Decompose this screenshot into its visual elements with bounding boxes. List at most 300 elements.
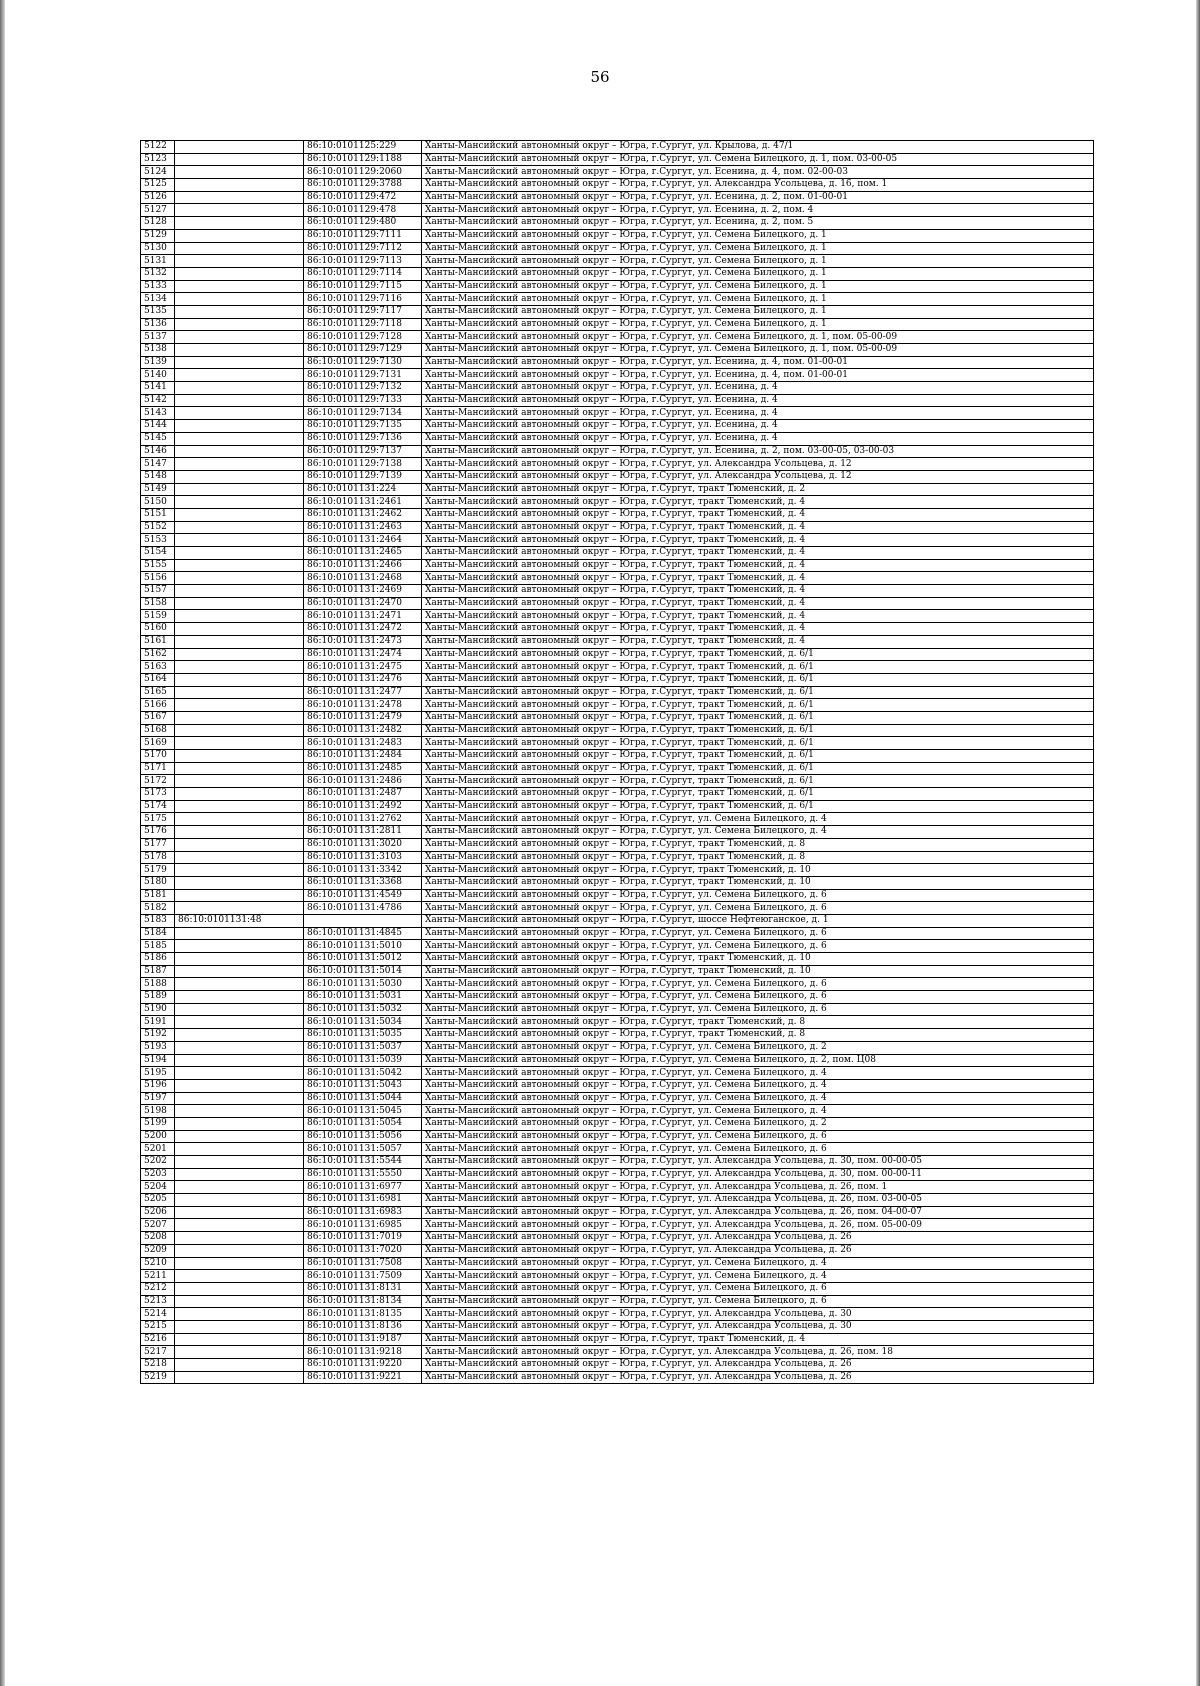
row-number-cell: 5130 bbox=[141, 242, 175, 255]
address-cell: Ханты-Мансийский автономный округ – Югра, г.Сургут, тракт Тюменский, д. 8 bbox=[422, 838, 1094, 851]
row-number-cell: 5133 bbox=[141, 280, 175, 293]
object-number-cell: 86:10:0101131:8135 bbox=[304, 1308, 422, 1321]
address-cell: Ханты-Мансийский автономный округ – Югра, г.Сургут, тракт Тюменский, д. 4 bbox=[422, 547, 1094, 560]
object-number-cell: 86:10:0101129:2060 bbox=[304, 166, 422, 179]
row-number-cell: 5189 bbox=[141, 991, 175, 1004]
parcel-number-cell bbox=[175, 191, 304, 204]
address-cell: Ханты-Мансийский автономный округ – Югра, г.Сургут, ул. Семена Билецкого, д. 1, пом. 05-00-09 bbox=[422, 331, 1094, 344]
row-number-cell: 5200 bbox=[141, 1130, 175, 1143]
row-number-cell: 5181 bbox=[141, 889, 175, 902]
object-number-cell: 86:10:0101131:3342 bbox=[304, 864, 422, 877]
table-row bbox=[141, 534, 1094, 547]
row-number-cell: 5190 bbox=[141, 1003, 175, 1016]
parcel-number-cell bbox=[175, 1219, 304, 1232]
table-row bbox=[141, 445, 1094, 458]
address-cell: Ханты-Мансийский автономный округ – Югра, г.Сургут, тракт Тюменский, д. 10 bbox=[422, 876, 1094, 889]
object-number-cell: 86:10:0101131:2478 bbox=[304, 699, 422, 712]
row-number-cell: 5146 bbox=[141, 445, 175, 458]
object-number-cell: 86:10:0101129:478 bbox=[304, 204, 422, 217]
object-number-cell: 86:10:0101131:2463 bbox=[304, 521, 422, 534]
object-number-cell: 86:10:0101131:2473 bbox=[304, 635, 422, 648]
object-number-cell: 86:10:0101129:7135 bbox=[304, 420, 422, 433]
object-number-cell: 86:10:0101131:224 bbox=[304, 483, 422, 496]
table-row bbox=[141, 737, 1094, 750]
parcel-number-cell bbox=[175, 585, 304, 598]
parcel-number-cell bbox=[175, 1244, 304, 1257]
row-number-cell: 5128 bbox=[141, 217, 175, 230]
parcel-number-cell bbox=[175, 1181, 304, 1194]
parcel-number-cell bbox=[175, 204, 304, 217]
row-number-cell: 5129 bbox=[141, 229, 175, 242]
parcel-number-cell bbox=[175, 1295, 304, 1308]
object-number-cell: 86:10:0101131:2485 bbox=[304, 762, 422, 775]
object-number-cell: 86:10:0101129:7130 bbox=[304, 356, 422, 369]
table-row bbox=[141, 927, 1094, 940]
parcel-number-cell bbox=[175, 1333, 304, 1346]
table-row bbox=[141, 851, 1094, 864]
table-row bbox=[141, 775, 1094, 788]
address-cell: Ханты-Мансийский автономный округ – Югра, г.Сургут, ул. Есенина, д. 4 bbox=[422, 394, 1094, 407]
object-number-cell: 86:10:0101131:5037 bbox=[304, 1041, 422, 1054]
table-row bbox=[141, 635, 1094, 648]
table-row bbox=[141, 458, 1094, 471]
address-cell: Ханты-Мансийский автономный округ – Югра, г.Сургут, ул. Семена Билецкого, д. 4 bbox=[422, 1092, 1094, 1105]
parcel-number-cell bbox=[175, 217, 304, 230]
object-number-cell: 86:10:0101131:2462 bbox=[304, 508, 422, 521]
object-number-cell: 86:10:0101131:7019 bbox=[304, 1232, 422, 1245]
row-number-cell: 5172 bbox=[141, 775, 175, 788]
address-cell: Ханты-Мансийский автономный округ – Югра, г.Сургут, ул. Александра Усольцева, д. 26, пом. 05-00-09 bbox=[422, 1219, 1094, 1232]
parcel-number-cell bbox=[175, 153, 304, 166]
row-number-cell: 5217 bbox=[141, 1346, 175, 1359]
parcel-number-cell bbox=[175, 521, 304, 534]
parcel-number-cell bbox=[175, 496, 304, 509]
row-number-cell: 5169 bbox=[141, 737, 175, 750]
row-number-cell: 5165 bbox=[141, 686, 175, 699]
parcel-number-cell bbox=[175, 635, 304, 648]
object-number-cell: 86:10:0101129:7128 bbox=[304, 331, 422, 344]
address-cell: Ханты-Мансийский автономный округ – Югра, г.Сургут, ул. Есенина, д. 4 bbox=[422, 432, 1094, 445]
object-number-cell: 86:10:0101131:2475 bbox=[304, 661, 422, 674]
table-row bbox=[141, 699, 1094, 712]
row-number-cell: 5141 bbox=[141, 382, 175, 395]
parcel-number-cell bbox=[175, 280, 304, 293]
object-number-cell: 86:10:0101129:7133 bbox=[304, 394, 422, 407]
object-number-cell: 86:10:0101131:7509 bbox=[304, 1270, 422, 1283]
address-cell: Ханты-Мансийский автономный округ – Югра, г.Сургут, ул. Семена Билецкого, д. 6 bbox=[422, 1003, 1094, 1016]
row-number-cell: 5156 bbox=[141, 572, 175, 585]
row-number-cell: 5157 bbox=[141, 585, 175, 598]
object-number-cell: 86:10:0101131:3368 bbox=[304, 876, 422, 889]
object-number-cell bbox=[304, 914, 422, 927]
parcel-number-cell bbox=[175, 508, 304, 521]
table-row bbox=[141, 1295, 1094, 1308]
address-cell: Ханты-Мансийский автономный округ – Югра, г.Сургут, ул. Есенина, д. 4 bbox=[422, 420, 1094, 433]
table-row bbox=[141, 711, 1094, 724]
row-number-cell: 5144 bbox=[141, 420, 175, 433]
parcel-number-cell bbox=[175, 559, 304, 572]
object-number-cell: 86:10:0101131:2465 bbox=[304, 547, 422, 560]
row-number-cell: 5143 bbox=[141, 407, 175, 420]
parcel-number-cell bbox=[175, 432, 304, 445]
table-row bbox=[141, 1054, 1094, 1067]
row-number-cell: 5131 bbox=[141, 255, 175, 268]
address-cell: Ханты-Мансийский автономный округ – Югра, г.Сургут, ул. Семена Билецкого, д. 6 bbox=[422, 940, 1094, 953]
table-row bbox=[141, 800, 1094, 813]
object-number-cell: 86:10:0101131:9220 bbox=[304, 1359, 422, 1372]
table-row bbox=[141, 1333, 1094, 1346]
object-number-cell: 86:10:0101131:2468 bbox=[304, 572, 422, 585]
row-number-cell: 5138 bbox=[141, 344, 175, 357]
object-number-cell: 86:10:0101131:6981 bbox=[304, 1194, 422, 1207]
table-row bbox=[141, 344, 1094, 357]
page-number: 56 bbox=[590, 68, 610, 86]
row-number-cell: 5154 bbox=[141, 547, 175, 560]
parcel-number-cell bbox=[175, 1232, 304, 1245]
row-number-cell: 5212 bbox=[141, 1282, 175, 1295]
object-number-cell: 86:10:0101131:9221 bbox=[304, 1371, 422, 1384]
row-number-cell: 5191 bbox=[141, 1016, 175, 1029]
address-cell: Ханты-Мансийский автономный округ – Югра, г.Сургут, ул. Александра Усольцева, д. 30, пом. 00-00-11 bbox=[422, 1168, 1094, 1181]
address-cell: Ханты-Мансийский автономный округ – Югра, г.Сургут, тракт Тюменский, д. 8 bbox=[422, 851, 1094, 864]
table-row bbox=[141, 1232, 1094, 1245]
object-number-cell: 86:10:0101131:5031 bbox=[304, 991, 422, 1004]
address-cell: Ханты-Мансийский автономный округ – Югра, г.Сургут, ул. Семена Билецкого, д. 6 bbox=[422, 1130, 1094, 1143]
table-row bbox=[141, 1143, 1094, 1156]
object-number-cell: 86:10:0101131:2483 bbox=[304, 737, 422, 750]
parcel-number-cell bbox=[175, 1067, 304, 1080]
address-cell: Ханты-Мансийский автономный округ – Югра, г.Сургут, тракт Тюменский, д. 6/1 bbox=[422, 762, 1094, 775]
address-cell: Ханты-Мансийский автономный округ – Югра, г.Сургут, тракт Тюменский, д. 8 bbox=[422, 1029, 1094, 1042]
row-number-cell: 5193 bbox=[141, 1041, 175, 1054]
object-number-cell: 86:10:0101129:472 bbox=[304, 191, 422, 204]
parcel-number-cell bbox=[175, 141, 304, 154]
address-cell: Ханты-Мансийский автономный округ – Югра, г.Сургут, ул. Семена Билецкого, д. 2, пом. Ц08 bbox=[422, 1054, 1094, 1067]
table-row bbox=[141, 1244, 1094, 1257]
table-row bbox=[141, 508, 1094, 521]
table-row bbox=[141, 572, 1094, 585]
address-cell: Ханты-Мансийский автономный округ – Югра, г.Сургут, шоссе Нефтеюганское, д. 1 bbox=[422, 914, 1094, 927]
table-row bbox=[141, 496, 1094, 509]
table-row bbox=[141, 864, 1094, 877]
parcel-number-cell bbox=[175, 369, 304, 382]
row-number-cell: 5180 bbox=[141, 876, 175, 889]
table-row bbox=[141, 420, 1094, 433]
parcel-number-cell bbox=[175, 318, 304, 331]
address-cell: Ханты-Мансийский автономный округ – Югра, г.Сургут, ул. Семена Билецкого, д. 1 bbox=[422, 229, 1094, 242]
row-number-cell: 5123 bbox=[141, 153, 175, 166]
parcel-number-cell bbox=[175, 1130, 304, 1143]
table-row bbox=[141, 978, 1094, 991]
object-number-cell: 86:10:0101129:7115 bbox=[304, 280, 422, 293]
address-cell: Ханты-Мансийский автономный округ – Югра, г.Сургут, ул. Семена Билецкого, д. 4 bbox=[422, 813, 1094, 826]
address-cell: Ханты-Мансийский автономный округ – Югра, г.Сургут, ул. Семена Билецкого, д. 6 bbox=[422, 978, 1094, 991]
row-number-cell: 5166 bbox=[141, 699, 175, 712]
object-number-cell: 86:10:0101129:480 bbox=[304, 217, 422, 230]
table-row bbox=[141, 382, 1094, 395]
table-row bbox=[141, 1003, 1094, 1016]
table-row bbox=[141, 331, 1094, 344]
table-row bbox=[141, 889, 1094, 902]
parcel-number-cell bbox=[175, 597, 304, 610]
address-cell: Ханты-Мансийский автономный округ – Югра, г.Сургут, ул. Есенина, д. 4, пом. 01-00-01 bbox=[422, 369, 1094, 382]
row-number-cell: 5162 bbox=[141, 648, 175, 661]
row-number-cell: 5132 bbox=[141, 267, 175, 280]
table-row bbox=[141, 838, 1094, 851]
address-cell: Ханты-Мансийский автономный округ – Югра, г.Сургут, ул. Семена Билецкого, д. 6 bbox=[422, 889, 1094, 902]
object-number-cell: 86:10:0101129:7132 bbox=[304, 382, 422, 395]
row-number-cell: 5164 bbox=[141, 673, 175, 686]
object-number-cell: 86:10:0101131:2476 bbox=[304, 673, 422, 686]
object-number-cell: 86:10:0101129:1188 bbox=[304, 153, 422, 166]
table-row bbox=[141, 305, 1094, 318]
table-row bbox=[141, 673, 1094, 686]
parcel-number-cell bbox=[175, 876, 304, 889]
parcel-number-cell bbox=[175, 1079, 304, 1092]
scan-edge-left bbox=[0, 0, 5, 1686]
address-cell: Ханты-Мансийский автономный округ – Югра, г.Сургут, тракт Тюменский, д. 6/1 bbox=[422, 661, 1094, 674]
object-number-cell: 86:10:0101131:5014 bbox=[304, 965, 422, 978]
address-cell: Ханты-Мансийский автономный округ – Югра, г.Сургут, тракт Тюменский, д. 6/1 bbox=[422, 800, 1094, 813]
object-number-cell: 86:10:0101131:5042 bbox=[304, 1067, 422, 1080]
address-cell: Ханты-Мансийский автономный округ – Югра, г.Сургут, ул. Александра Усольцева, д. 26, пом. 04-00-07 bbox=[422, 1206, 1094, 1219]
address-cell: Ханты-Мансийский автономный округ – Югра, г.Сургут, ул. Александра Усольцева, д. 30 bbox=[422, 1320, 1094, 1333]
object-number-cell: 86:10:0101131:4786 bbox=[304, 902, 422, 915]
address-cell: Ханты-Мансийский автономный округ – Югра, г.Сургут, ул. Семена Билецкого, д. 6 bbox=[422, 1143, 1094, 1156]
row-number-cell: 5149 bbox=[141, 483, 175, 496]
parcel-number-cell bbox=[175, 1105, 304, 1118]
address-cell: Ханты-Мансийский автономный округ – Югра, г.Сургут, тракт Тюменский, д. 2 bbox=[422, 483, 1094, 496]
row-number-cell: 5167 bbox=[141, 711, 175, 724]
parcel-number-cell bbox=[175, 534, 304, 547]
object-number-cell: 86:10:0101131:2470 bbox=[304, 597, 422, 610]
row-number-cell: 5140 bbox=[141, 369, 175, 382]
registry-table bbox=[140, 140, 1094, 1384]
parcel-number-cell bbox=[175, 242, 304, 255]
address-cell: Ханты-Мансийский автономный округ – Югра, г.Сургут, ул. Есенина, д. 2, пом. 5 bbox=[422, 217, 1094, 230]
address-cell: Ханты-Мансийский автономный округ – Югра, г.Сургут, ул. Семена Билецкого, д. 4 bbox=[422, 1079, 1094, 1092]
address-cell: Ханты-Мансийский автономный округ – Югра, г.Сургут, тракт Тюменский, д. 4 bbox=[422, 1333, 1094, 1346]
object-number-cell: 86:10:0101131:5056 bbox=[304, 1130, 422, 1143]
row-number-cell: 5187 bbox=[141, 965, 175, 978]
table-row bbox=[141, 1371, 1094, 1384]
parcel-number-cell bbox=[175, 775, 304, 788]
parcel-number-cell bbox=[175, 1194, 304, 1207]
parcel-number-cell bbox=[175, 445, 304, 458]
parcel-number-cell bbox=[175, 483, 304, 496]
row-number-cell: 5137 bbox=[141, 331, 175, 344]
table-row bbox=[141, 1359, 1094, 1372]
row-number-cell: 5155 bbox=[141, 559, 175, 572]
parcel-number-cell bbox=[175, 1257, 304, 1270]
parcel-number-cell bbox=[175, 953, 304, 966]
row-number-cell: 5126 bbox=[141, 191, 175, 204]
table-row bbox=[141, 788, 1094, 801]
table-row bbox=[141, 1130, 1094, 1143]
table-row bbox=[141, 470, 1094, 483]
row-number-cell: 5142 bbox=[141, 394, 175, 407]
object-number-cell: 86:10:0101129:7118 bbox=[304, 318, 422, 331]
row-number-cell: 5182 bbox=[141, 902, 175, 915]
table-row bbox=[141, 153, 1094, 166]
address-cell: Ханты-Мансийский автономный округ – Югра, г.Сургут, ул. Александра Усольцева, д. 30 bbox=[422, 1308, 1094, 1321]
object-number-cell: 86:10:0101131:5010 bbox=[304, 940, 422, 953]
object-number-cell: 86:10:0101131:2492 bbox=[304, 800, 422, 813]
object-number-cell: 86:10:0101129:7139 bbox=[304, 470, 422, 483]
table-row bbox=[141, 204, 1094, 217]
table-row bbox=[141, 293, 1094, 306]
parcel-number-cell bbox=[175, 470, 304, 483]
row-number-cell: 5159 bbox=[141, 610, 175, 623]
object-number-cell: 86:10:0101131:7508 bbox=[304, 1257, 422, 1270]
object-number-cell: 86:10:0101131:5039 bbox=[304, 1054, 422, 1067]
parcel-number-cell bbox=[175, 826, 304, 839]
object-number-cell: 86:10:0101131:5054 bbox=[304, 1117, 422, 1130]
object-number-cell: 86:10:0101131:5032 bbox=[304, 1003, 422, 1016]
parcel-number-cell bbox=[175, 1029, 304, 1042]
address-cell: Ханты-Мансийский автономный округ – Югра, г.Сургут, ул. Семена Билецкого, д. 6 bbox=[422, 902, 1094, 915]
address-cell: Ханты-Мансийский автономный округ – Югра, г.Сургут, тракт Тюменский, д. 4 bbox=[422, 534, 1094, 547]
row-number-cell: 5148 bbox=[141, 470, 175, 483]
address-cell: Ханты-Мансийский автономный округ – Югра, г.Сургут, ул. Есенина, д. 4, пом. 02-00-03 bbox=[422, 166, 1094, 179]
address-cell: Ханты-Мансийский автономный округ – Югра, г.Сургут, ул. Семена Билецкого, д. 1 bbox=[422, 255, 1094, 268]
row-number-cell: 5210 bbox=[141, 1257, 175, 1270]
address-cell: Ханты-Мансийский автономный округ – Югра, г.Сургут, ул. Александра Усольцева, д. 12 bbox=[422, 470, 1094, 483]
row-number-cell: 5174 bbox=[141, 800, 175, 813]
address-cell: Ханты-Мансийский автономный округ – Югра, г.Сургут, ул. Александра Усольцева, д. 26 bbox=[422, 1244, 1094, 1257]
parcel-number-cell bbox=[175, 255, 304, 268]
row-number-cell: 5147 bbox=[141, 458, 175, 471]
row-number-cell: 5216 bbox=[141, 1333, 175, 1346]
address-cell: Ханты-Мансийский автономный округ – Югра, г.Сургут, ул. Семена Билецкого, д. 4 bbox=[422, 1067, 1094, 1080]
address-cell: Ханты-Мансийский автономный округ – Югра, г.Сургут, ул. Семена Билецкого, д. 2 bbox=[422, 1041, 1094, 1054]
row-number-cell: 5205 bbox=[141, 1194, 175, 1207]
address-cell: Ханты-Мансийский автономный округ – Югра, г.Сургут, ул. Семена Билецкого, д. 6 bbox=[422, 1295, 1094, 1308]
object-number-cell: 86:10:0101131:9218 bbox=[304, 1346, 422, 1359]
parcel-number-cell bbox=[175, 902, 304, 915]
parcel-number-cell bbox=[175, 229, 304, 242]
row-number-cell: 5203 bbox=[141, 1168, 175, 1181]
address-cell: Ханты-Мансийский автономный округ – Югра, г.Сургут, ул. Есенина, д. 4, пом. 01-00-01 bbox=[422, 356, 1094, 369]
object-number-cell: 86:10:0101131:2461 bbox=[304, 496, 422, 509]
parcel-number-cell bbox=[175, 750, 304, 763]
address-cell: Ханты-Мансийский автономный округ – Югра, г.Сургут, тракт Тюменский, д. 10 bbox=[422, 965, 1094, 978]
row-number-cell: 5153 bbox=[141, 534, 175, 547]
row-number-cell: 5215 bbox=[141, 1320, 175, 1333]
row-number-cell: 5198 bbox=[141, 1105, 175, 1118]
row-number-cell: 5152 bbox=[141, 521, 175, 534]
object-number-cell: 86:10:0101131:2811 bbox=[304, 826, 422, 839]
table-row bbox=[141, 369, 1094, 382]
row-number-cell: 5175 bbox=[141, 813, 175, 826]
parcel-number-cell bbox=[175, 851, 304, 864]
row-number-cell: 5177 bbox=[141, 838, 175, 851]
object-number-cell: 86:10:0101131:5030 bbox=[304, 978, 422, 991]
object-number-cell: 86:10:0101131:2466 bbox=[304, 559, 422, 572]
row-number-cell: 5213 bbox=[141, 1295, 175, 1308]
table-row bbox=[141, 610, 1094, 623]
address-cell: Ханты-Мансийский автономный округ – Югра, г.Сургут, ул. Семена Билецкого, д. 1 bbox=[422, 242, 1094, 255]
table-row bbox=[141, 826, 1094, 839]
table-row bbox=[141, 141, 1094, 154]
table-row bbox=[141, 1156, 1094, 1169]
parcel-number-cell bbox=[175, 927, 304, 940]
parcel-number-cell bbox=[175, 991, 304, 1004]
table-row bbox=[141, 521, 1094, 534]
object-number-cell: 86:10:0101129:7117 bbox=[304, 305, 422, 318]
address-cell: Ханты-Мансийский автономный округ – Югра, г.Сургут, тракт Тюменский, д. 4 bbox=[422, 508, 1094, 521]
object-number-cell: 86:10:0101131:5057 bbox=[304, 1143, 422, 1156]
object-number-cell: 86:10:0101131:2482 bbox=[304, 724, 422, 737]
table-row bbox=[141, 356, 1094, 369]
parcel-number-cell bbox=[175, 179, 304, 192]
parcel-number-cell: 86:10:0101131:48 bbox=[175, 914, 304, 927]
object-number-cell: 86:10:0101129:7136 bbox=[304, 432, 422, 445]
address-cell: Ханты-Мансийский автономный округ – Югра, г.Сургут, тракт Тюменский, д. 6/1 bbox=[422, 673, 1094, 686]
row-number-cell: 5168 bbox=[141, 724, 175, 737]
table-row bbox=[141, 1079, 1094, 1092]
address-cell: Ханты-Мансийский автономный округ – Югра, г.Сургут, ул. Александра Усольцева, д. 16, пом. 1 bbox=[422, 179, 1094, 192]
parcel-number-cell bbox=[175, 267, 304, 280]
parcel-number-cell bbox=[175, 1346, 304, 1359]
object-number-cell: 86:10:0101131:3020 bbox=[304, 838, 422, 851]
object-number-cell: 86:10:0101129:7137 bbox=[304, 445, 422, 458]
address-cell: Ханты-Мансийский автономный округ – Югра, г.Сургут, ул. Семена Билецкого, д. 1 bbox=[422, 305, 1094, 318]
parcel-number-cell bbox=[175, 711, 304, 724]
address-cell: Ханты-Мансийский автономный округ – Югра, г.Сургут, тракт Тюменский, д. 8 bbox=[422, 1016, 1094, 1029]
row-number-cell: 5160 bbox=[141, 623, 175, 636]
parcel-number-cell bbox=[175, 331, 304, 344]
table-row bbox=[141, 1346, 1094, 1359]
table-row bbox=[141, 217, 1094, 230]
row-number-cell: 5209 bbox=[141, 1244, 175, 1257]
address-cell: Ханты-Мансийский автономный округ – Югра, г.Сургут, тракт Тюменский, д. 4 bbox=[422, 623, 1094, 636]
row-number-cell: 5145 bbox=[141, 432, 175, 445]
table-row bbox=[141, 750, 1094, 763]
row-number-cell: 5185 bbox=[141, 940, 175, 953]
address-cell: Ханты-Мансийский автономный округ – Югра, г.Сургут, тракт Тюменский, д. 4 bbox=[422, 585, 1094, 598]
row-number-cell: 5207 bbox=[141, 1219, 175, 1232]
table-row bbox=[141, 914, 1094, 927]
parcel-number-cell bbox=[175, 407, 304, 420]
parcel-number-cell bbox=[175, 382, 304, 395]
object-number-cell: 86:10:0101125:229 bbox=[304, 141, 422, 154]
parcel-number-cell bbox=[175, 1143, 304, 1156]
parcel-number-cell bbox=[175, 1282, 304, 1295]
table-row bbox=[141, 1092, 1094, 1105]
table-row bbox=[141, 1067, 1094, 1080]
row-number-cell: 5178 bbox=[141, 851, 175, 864]
address-cell: Ханты-Мансийский автономный округ – Югра, г.Сургут, ул. Семена Билецкого, д. 1 bbox=[422, 267, 1094, 280]
row-number-cell: 5202 bbox=[141, 1156, 175, 1169]
address-cell: Ханты-Мансийский автономный округ – Югра, г.Сургут, тракт Тюменский, д. 6/1 bbox=[422, 699, 1094, 712]
row-number-cell: 5196 bbox=[141, 1079, 175, 1092]
row-number-cell: 5195 bbox=[141, 1067, 175, 1080]
parcel-number-cell bbox=[175, 762, 304, 775]
parcel-number-cell bbox=[175, 686, 304, 699]
table-row bbox=[141, 813, 1094, 826]
address-cell: Ханты-Мансийский автономный округ – Югра, г.Сургут, ул. Есенина, д. 2, пом. 03-00-05, 03-00-03 bbox=[422, 445, 1094, 458]
parcel-number-cell bbox=[175, 1359, 304, 1372]
object-number-cell: 86:10:0101131:7020 bbox=[304, 1244, 422, 1257]
parcel-number-cell bbox=[175, 737, 304, 750]
table-row bbox=[141, 229, 1094, 242]
parcel-number-cell bbox=[175, 1156, 304, 1169]
object-number-cell: 86:10:0101131:5035 bbox=[304, 1029, 422, 1042]
address-cell: Ханты-Мансийский автономный округ – Югра, г.Сургут, ул. Семена Билецкого, д. 2 bbox=[422, 1117, 1094, 1130]
row-number-cell: 5171 bbox=[141, 762, 175, 775]
address-cell: Ханты-Мансийский автономный округ – Югра, г.Сургут, тракт Тюменский, д. 6/1 bbox=[422, 711, 1094, 724]
